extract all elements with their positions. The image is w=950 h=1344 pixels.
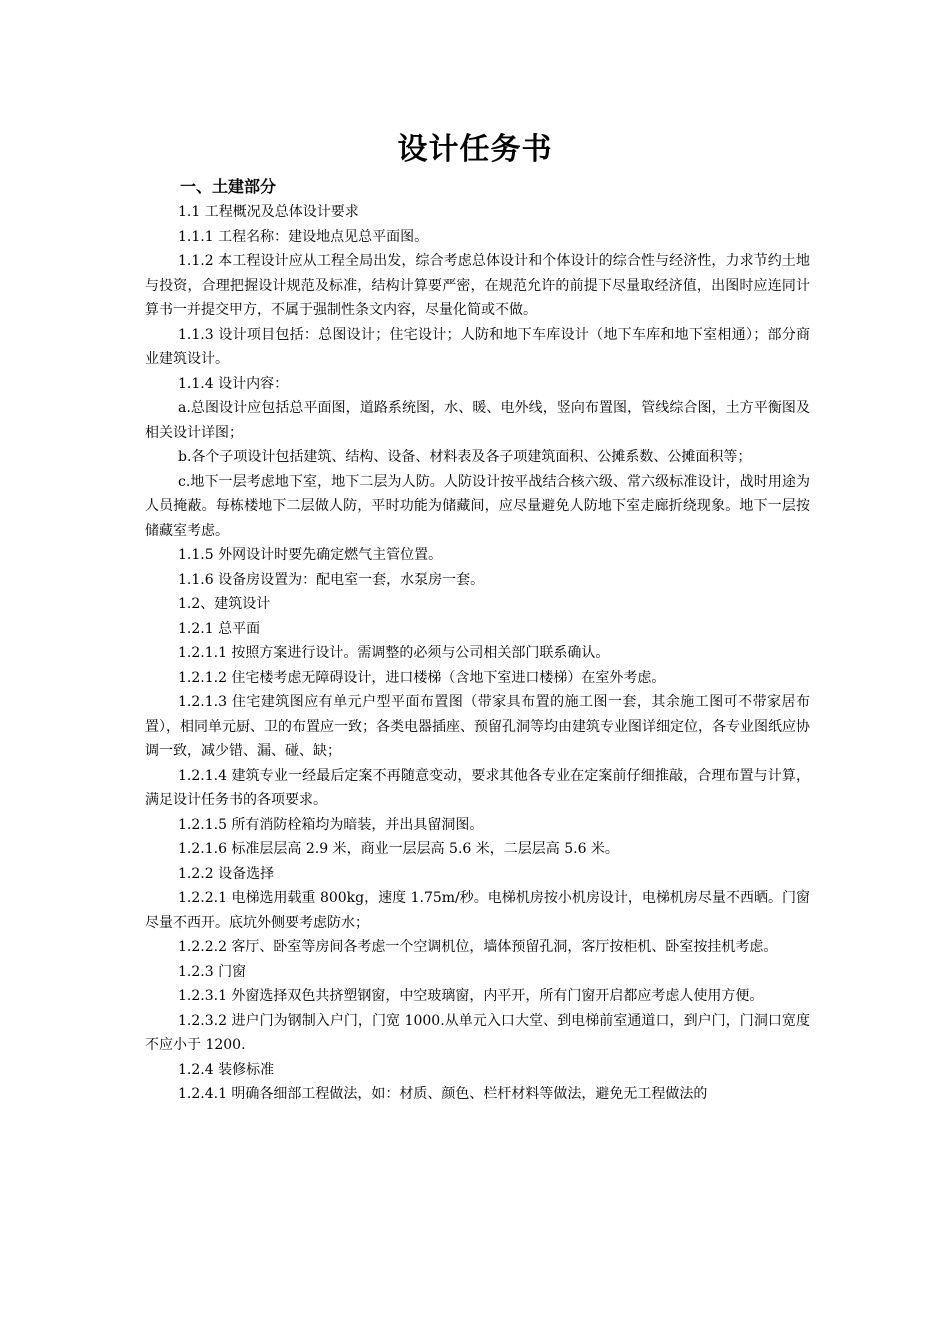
paragraph: 1.1.1 工程名称：建设地点见总平面图。 (178, 228, 429, 245)
paragraph: 1.1 工程概况及总体设计要求 (178, 204, 359, 220)
paragraph: c.地下一层考虑地下室，地下二层为人防。人防设计按平战结合核六级、常六级标准设计，战时用途为人员掩蔽。每栋楼地下二层做人防，平时功能为储藏间，应尽量避免人防地下室走廊折绕现象。地下一层按储藏室考虑。 (145, 473, 810, 539)
document-body (145, 200, 810, 1107)
paragraph: b.各个子项设计包括建筑、结构、设备、材料表及各子项建筑面积、公摊系数、公摊面积等； (178, 449, 752, 465)
paragraph: 1.1.2 本工程设计应从工程全局出发，综合考虑总体设计和个体设计的综合性与经济性，力求节约土地与投资，合理把握设计规范及标准，结构计算要严密，在规范允许的前提下尽量取经济值，出图时应连同计算书一并提交甲方，不属于强制性条文内容，尽量化简或不做。 (145, 253, 810, 318)
paragraph: 1.2.2.2 客厅、卧室等房间各考虑一个空调机位，墙体预留孔洞，客厅按柜机、卧室按挂机考虑。 (178, 939, 778, 955)
paragraph: 1.2.1.5 所有消防栓箱均为暗装，并出具留洞图。 (178, 816, 484, 833)
paragraph: 1.2.3 门窗 (178, 963, 247, 980)
paragraph: 1.2.3.1 外窗选择双色共挤塑钢窗，中空玻璃窗，内平开，所有门窗开启都应考虑人使用方便。 (178, 988, 764, 1004)
paragraph: 1.1.5 外网设计时要先确定燃气主管位置。 (178, 547, 443, 563)
paragraph: 1.2.1.6 标准层层高 2.9 米，商业一层层高 5.6 米，二层层高 5.6 米。 (178, 841, 619, 857)
paragraph: 1.2.3.2 进户门为钢制入户门，门宽 1000.从单元入口大堂、到电梯前室通道口，到户门，门洞口宽度不应小于 1200. (145, 1012, 810, 1053)
paragraph: 1.2.2.1 电梯选用载重 800kg，速度 1.75m/秒。电梯机房按小机房设计，电梯机房尽量不西晒。门窗尽量不西开。底坑外侧要考虑防水； (145, 890, 810, 931)
paragraph: 1.1.4 设计内容： (178, 375, 289, 392)
paragraph: 1.2.4.1 明确各细部工程做法，如：材质、颜色、栏杆材料等做法，避免无工程做法的 (178, 1086, 708, 1102)
paragraph: 1.2.1.3 住宅建筑图应有单元户型平面布置图（带家具布置的施工图一套，其余施工图可不带家居布置），相同单元厨、卫的布置应一致；各类电器插座、预留孔洞等均由建筑专业图详细定位，各专业图纸应协调一致，减少错、漏、碰、缺； (145, 694, 810, 759)
paragraph: 1.2.4 装修标准 (178, 1061, 275, 1078)
paragraph: a.总图设计应包括总平面图，道路系统图，水、暖、电外线，竖向布置图，管线综合图，土方平衡图及相关设计详图； (145, 400, 810, 441)
paragraph: 1.2、建筑设计 (178, 596, 271, 612)
paragraph: 1.2.1.2 住宅楼考虑无障碍设计，进口楼梯（含地下室进口楼梯）在室外考虑。 (178, 669, 666, 686)
paragraph: 1.2.1.4 建筑专业一经最后定案不再随意变动，要求其他各专业在定案前仔细推敲，合理布置与计算，满足设计任务书的各项要求。 (145, 767, 810, 808)
section-heading: 一、土建部分 (180, 177, 277, 196)
document-title: 设计任务书 (397, 132, 553, 167)
paragraph: 1.2.2 设备选择 (178, 865, 275, 882)
paragraph: 1.1.6 设备房设置为：配电室一套，水泵房一套。 (178, 571, 485, 588)
paragraph: 1.1.3 设计项目包括：总图设计；住宅设计；人防和地下车库设计（地下车库和地下室相通）；部分商业建筑设计。 (145, 326, 810, 367)
paragraph: 1.2.1 总平面 (178, 620, 261, 637)
paragraph: 1.2.1.1 按照方案进行设计。需调整的必须与公司相关部门联系确认。 (178, 645, 610, 661)
